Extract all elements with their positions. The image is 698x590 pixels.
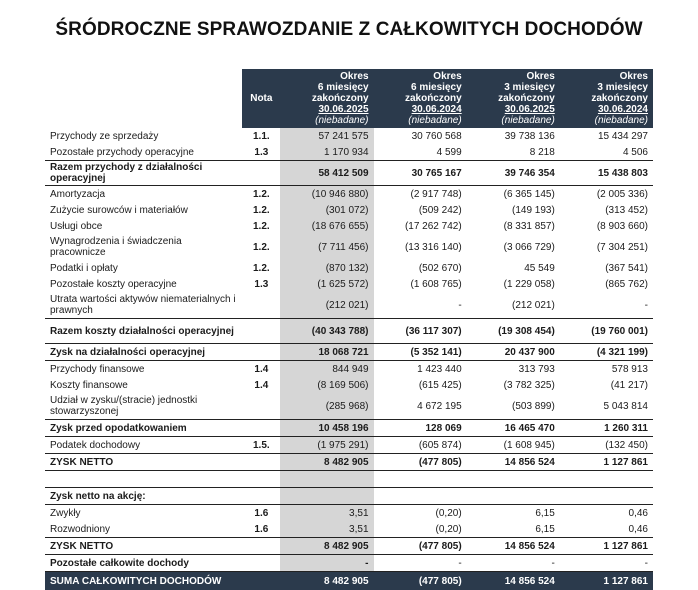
row-value: (212 021) <box>467 292 560 319</box>
row-value: (605 874) <box>374 437 467 454</box>
row-value: 57 241 575 <box>280 128 373 144</box>
row-value: (5 352 141) <box>374 344 467 361</box>
row-value: (285 968) <box>280 393 373 420</box>
row-value: 6,15 <box>467 505 560 522</box>
page-title: ŚRÓDROCZNE SPRAWOZDANIE Z CAŁKOWITYCH DOCHODÓW <box>0 19 698 41</box>
row-value: 0,46 <box>560 505 653 522</box>
row-label: Pozostałe koszty operacyjne <box>45 276 242 292</box>
row-value: 14 856 524 <box>467 572 560 590</box>
row-value: (132 450) <box>560 437 653 454</box>
row-label: Zużycie surowców i materiałów <box>45 202 242 218</box>
row-value: 0,46 <box>560 521 653 538</box>
row-value: 15 438 803 <box>560 161 653 186</box>
table-row <box>45 377 653 393</box>
row-note <box>242 319 280 344</box>
subtotal-row <box>45 319 653 344</box>
row-label: Wynagrodzenia i świadczenia pracownicze <box>45 234 242 260</box>
table-row <box>45 361 653 378</box>
row-label: ZYSK NETTO <box>45 538 242 555</box>
table-row <box>45 276 653 292</box>
table-row <box>45 218 653 234</box>
row-value: (3 782 325) <box>467 377 560 393</box>
total-comprehensive-income-row <box>45 572 653 590</box>
row-label: Przychody ze sprzedaży <box>45 128 242 144</box>
row-note: 1.2. <box>242 234 280 260</box>
row-note <box>242 393 280 420</box>
row-value: (17 262 742) <box>374 218 467 234</box>
row-note: 1.4 <box>242 377 280 393</box>
table-row <box>45 260 653 276</box>
row-value: - <box>374 555 467 572</box>
header-blank <box>45 69 242 128</box>
row-value: (870 132) <box>280 260 373 276</box>
row-label: Pozostałe całkowite dochody <box>45 555 242 572</box>
row-value: - <box>280 555 373 572</box>
row-value: 39 738 136 <box>467 128 560 144</box>
row-label: Zysk przed opodatkowaniem <box>45 420 242 437</box>
row-note: 1.3 <box>242 276 280 292</box>
row-value: (40 343 788) <box>280 319 373 344</box>
row-value: 578 913 <box>560 361 653 378</box>
row-value: (477 805) <box>374 572 467 590</box>
row-value: (18 676 655) <box>280 218 373 234</box>
row-value: 14 856 524 <box>467 538 560 555</box>
row-value: 1 423 440 <box>374 361 467 378</box>
row-value: 1 170 934 <box>280 144 373 161</box>
row-value <box>374 488 467 505</box>
row-value: (0,20) <box>374 505 467 522</box>
row-value: - <box>560 292 653 319</box>
row-note: 1.2. <box>242 218 280 234</box>
row-note: 1.3 <box>242 144 280 161</box>
table-row <box>45 521 653 538</box>
header-col-4: Okres 3 miesięcy zakończony 30.06.2024 (niebadane) <box>560 69 653 128</box>
row-value: (8 903 660) <box>560 218 653 234</box>
row-value: 4 672 195 <box>374 393 467 420</box>
net-profit-row <box>45 538 653 555</box>
row-value: - <box>374 292 467 319</box>
row-value: 844 949 <box>280 361 373 378</box>
row-value: (2 005 336) <box>560 186 653 203</box>
row-value: 15 434 297 <box>560 128 653 144</box>
income-statement-table <box>45 69 653 590</box>
row-note: 1.6 <box>242 521 280 538</box>
row-value: 30 760 568 <box>374 128 467 144</box>
subtotal-row <box>45 344 653 361</box>
row-value: 8 482 905 <box>280 454 373 471</box>
row-value: 4 506 <box>560 144 653 161</box>
row-value: (1 229 058) <box>467 276 560 292</box>
row-label: Rozwodniony <box>45 521 242 538</box>
row-value: 8 482 905 <box>280 572 373 590</box>
row-value: (1 608 945) <box>467 437 560 454</box>
table-row <box>45 202 653 218</box>
row-note <box>242 292 280 319</box>
row-value: 10 458 196 <box>280 420 373 437</box>
row-label: Podatki i opłaty <box>45 260 242 276</box>
row-value: 1 127 861 <box>560 538 653 555</box>
row-note <box>242 488 280 505</box>
table-row <box>45 505 653 522</box>
row-value: (477 805) <box>374 538 467 555</box>
row-value: 8 218 <box>467 144 560 161</box>
row-value: (212 021) <box>280 292 373 319</box>
row-label: Usługi obce <box>45 218 242 234</box>
row-value: (615 425) <box>374 377 467 393</box>
row-label: Przychody finansowe <box>45 361 242 378</box>
row-value: (865 762) <box>560 276 653 292</box>
eps-header-row <box>45 488 653 505</box>
row-value: (1 608 765) <box>374 276 467 292</box>
row-value: 313 793 <box>467 361 560 378</box>
row-label: SUMA CAŁKOWITYCH DOCHODÓW <box>45 572 242 590</box>
row-note <box>242 344 280 361</box>
row-value: (1 975 291) <box>280 437 373 454</box>
row-value: 20 437 900 <box>467 344 560 361</box>
row-value: 1 260 311 <box>560 420 653 437</box>
row-value: - <box>467 555 560 572</box>
row-label: Koszty finansowe <box>45 377 242 393</box>
row-value: 8 482 905 <box>280 538 373 555</box>
row-value: 4 599 <box>374 144 467 161</box>
row-value: (7 304 251) <box>560 234 653 260</box>
row-label: Razem przychody z działalności operacyjnej <box>45 161 242 186</box>
row-value: (149 193) <box>467 202 560 218</box>
row-value: 14 856 524 <box>467 454 560 471</box>
row-note: 1.2. <box>242 202 280 218</box>
row-value: 16 465 470 <box>467 420 560 437</box>
table-row <box>45 393 653 420</box>
net-profit-row <box>45 454 653 471</box>
row-value: (10 946 880) <box>280 186 373 203</box>
row-label: Amortyzacja <box>45 186 242 203</box>
row-value: (19 308 454) <box>467 319 560 344</box>
row-label: Zysk netto na akcję: <box>45 488 242 505</box>
row-note <box>242 161 280 186</box>
row-label: Utrata wartości aktywów niematerialnych i prawnych <box>45 292 242 319</box>
row-label: Zysk na działalności operacyjnej <box>45 344 242 361</box>
row-note: 1.5. <box>242 437 280 454</box>
row-value: (3 066 729) <box>467 234 560 260</box>
row-label: Podatek dochodowy <box>45 437 242 454</box>
row-value: 58 412 509 <box>280 161 373 186</box>
table-row <box>45 437 653 454</box>
row-value: (313 452) <box>560 202 653 218</box>
header-row <box>45 69 653 128</box>
row-value: (367 541) <box>560 260 653 276</box>
row-value: (502 670) <box>374 260 467 276</box>
row-value <box>467 488 560 505</box>
other-income-row <box>45 555 653 572</box>
row-note: 1.2. <box>242 186 280 203</box>
row-note: 1.4 <box>242 361 280 378</box>
row-value: (0,20) <box>374 521 467 538</box>
row-value: (13 316 140) <box>374 234 467 260</box>
row-note: 1.6 <box>242 505 280 522</box>
row-value: 30 765 167 <box>374 161 467 186</box>
table-row <box>45 144 653 161</box>
row-value: 3,51 <box>280 505 373 522</box>
row-value: 6,15 <box>467 521 560 538</box>
row-value: 1 127 861 <box>560 572 653 590</box>
header-col-3: Okres 3 miesięcy zakończony 30.06.2025 (niebadane) <box>467 69 560 128</box>
row-value: 45 549 <box>467 260 560 276</box>
row-value: 128 069 <box>374 420 467 437</box>
row-value: 5 043 814 <box>560 393 653 420</box>
row-value: (7 711 456) <box>280 234 373 260</box>
row-note: 1.2. <box>242 260 280 276</box>
row-note <box>242 454 280 471</box>
row-value <box>560 488 653 505</box>
row-note <box>242 572 280 590</box>
table-row <box>45 292 653 319</box>
row-value: - <box>560 555 653 572</box>
table-row <box>45 234 653 260</box>
spacer-row <box>45 471 653 488</box>
header-note: Nota <box>242 69 280 128</box>
subtotal-row <box>45 161 653 186</box>
header-col-2: Okres 6 miesięcy zakończony 30.06.2024 (niebadane) <box>374 69 467 128</box>
row-label: Udział w zysku/(stracie) jednostki stowarzyszonej <box>45 393 242 420</box>
row-value: (19 760 001) <box>560 319 653 344</box>
row-note <box>242 420 280 437</box>
row-label: Razem koszty działalności operacyjnej <box>45 319 242 344</box>
row-value <box>280 488 373 505</box>
row-value: (8 331 857) <box>467 218 560 234</box>
row-value: (6 365 145) <box>467 186 560 203</box>
row-value: 3,51 <box>280 521 373 538</box>
row-value: (41 217) <box>560 377 653 393</box>
row-value: (509 242) <box>374 202 467 218</box>
subtotal-row <box>45 420 653 437</box>
row-value: 1 127 861 <box>560 454 653 471</box>
row-value: (8 169 506) <box>280 377 373 393</box>
table-row <box>45 186 653 203</box>
row-note <box>242 555 280 572</box>
row-note: 1.1. <box>242 128 280 144</box>
row-value: (477 805) <box>374 454 467 471</box>
row-value: 18 068 721 <box>280 344 373 361</box>
row-label: Zwykły <box>45 505 242 522</box>
row-label: Pozostałe przychody operacyjne <box>45 144 242 161</box>
row-value: (36 117 307) <box>374 319 467 344</box>
row-value: (301 072) <box>280 202 373 218</box>
row-value: (2 917 748) <box>374 186 467 203</box>
row-note <box>242 538 280 555</box>
row-value: (4 321 199) <box>560 344 653 361</box>
header-col-1: Okres 6 miesięcy zakończony 30.06.2025 (niebadane) <box>280 69 373 128</box>
row-value: (1 625 572) <box>280 276 373 292</box>
row-value: (503 899) <box>467 393 560 420</box>
row-value: 39 746 354 <box>467 161 560 186</box>
table-row <box>45 128 653 144</box>
row-label: ZYSK NETTO <box>45 454 242 471</box>
